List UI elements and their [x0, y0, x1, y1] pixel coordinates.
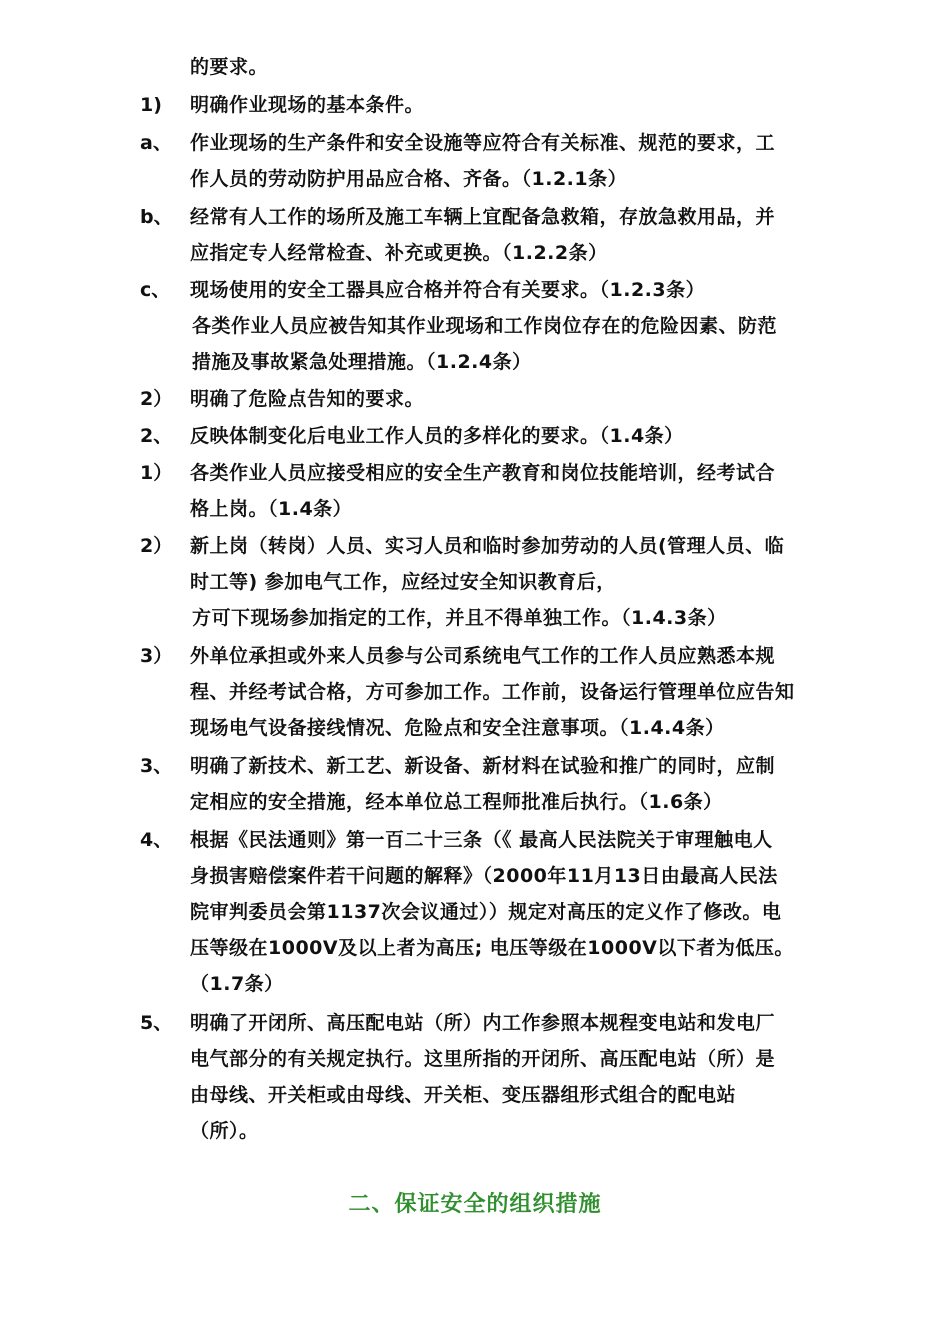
item-line: 各类作业人员应接受相应的安全生产教育和岗位技能培训，经考试合 [190, 462, 776, 484]
item-marker: 3、 [140, 755, 173, 777]
item-marker: 5、 [140, 1012, 173, 1034]
item-body [190, 1005, 880, 1149]
item-line: 经常有人工作的场所及施工车辆上宜配备急救箱，存放急救用品，并 [190, 206, 776, 228]
item-line: 各类作业人员应被告知其作业现场和工作岗位存在的危险因素、防范 [192, 315, 778, 337]
item-body [190, 272, 880, 380]
item-line: 外单位承担或外来人员参与公司系统电气工作的工作人员应熟悉本规 [190, 645, 776, 667]
item-line: 明确了危险点告知的要求。 [190, 388, 425, 410]
item-marker: a、 [140, 132, 172, 154]
item-line: （1.7条） [190, 973, 284, 995]
item-body [190, 125, 880, 197]
item-line: 定相应的安全措施，经本单位总工程师批准后执行。（1.6条） [190, 791, 723, 813]
item-body [190, 638, 880, 746]
item-line: 格上岗。（1.4条） [190, 498, 353, 520]
item-body [190, 199, 880, 271]
item-line: 压等级在1000V及以上者为高压; 电压等级在1000V以下者为低压。 [190, 937, 794, 959]
item-body [190, 418, 880, 454]
item-line: 时工等) 参加电气工作，应经过安全知识教育后， [190, 571, 616, 593]
item-line: 电气部分的有关规定执行。这里所指的开闭所、高压配电站（所）是 [190, 1048, 776, 1070]
item-line: 明确作业现场的基本条件。 [190, 94, 425, 116]
item-body [190, 748, 880, 820]
item-body [190, 49, 880, 85]
item-line: 由母线、开关柜或由母线、开关柜、变压器组形式组合的配电站 [190, 1084, 737, 1106]
item-line: 现场使用的安全工器具应合格并符合有关要求。（1.2.3条） [190, 279, 706, 301]
item-line: 反映体制变化后电业工作人员的多样化的要求。（1.4条） [190, 425, 684, 447]
item-marker: 1) [140, 94, 162, 116]
item-line: 作人员的劳动防护用品应合格、齐备。（1.2.1条） [190, 168, 628, 190]
item-marker: 4、 [140, 829, 173, 851]
item-line: 根据《民法通则》第一百二十三条（《 最高人民法院关于审理触电人 [190, 829, 773, 851]
item-marker: 1） [140, 462, 173, 484]
item-body [190, 822, 880, 1002]
item-marker: 2、 [140, 425, 173, 447]
item-line: 身损害赔偿案件若干问题的解释》（2000年11月13日由最高人民法 [190, 865, 778, 887]
item-body [190, 87, 880, 123]
item-marker: 2） [140, 535, 173, 557]
item-marker: c、 [140, 279, 171, 301]
item-line: 作业现场的生产条件和安全设施等应符合有关标准、规范的要求，工 [190, 132, 776, 154]
item-marker: 2） [140, 388, 173, 410]
item-line: 现场电气设备接线情况、危险点和安全注意事项。（1.4.4条） [190, 717, 725, 739]
item-line: 新上岗（转岗）人员、实习人员和临时参加劳动的人员(管理人员、临 [190, 535, 785, 557]
item-marker: 3） [140, 645, 173, 667]
item-body [190, 455, 880, 527]
item-line: 程、并经考试合格，方可参加工作。工作前，设备运行管理单位应告知 [190, 681, 795, 703]
item-line: 方可下现场参加指定的工作，并且不得单独工作。（1.4.3条） [192, 607, 727, 629]
item-line: 的要求。 [190, 56, 269, 78]
item-body [190, 528, 880, 636]
item-line: （所）。 [190, 1120, 259, 1142]
item-line: 应指定专人经常检查、补充或更换。（1.2.2条） [190, 242, 608, 264]
section-title: 二、保证安全的组织措施 [348, 1192, 602, 1217]
item-line: 明确了开闭所、高压配电站（所）内工作参照本规程变电站和发电厂 [190, 1012, 776, 1034]
item-marker: b、 [140, 206, 173, 228]
item-line: 明确了新技术、新工艺、新设备、新材料在试验和推广的同时，应制 [190, 755, 776, 777]
item-line: 院审判委员会第1137次会议通过））规定对高压的定义作了修改。电 [190, 901, 782, 923]
item-body [190, 381, 880, 417]
item-line: 措施及事故紧急处理措施。（1.2.4条） [192, 351, 532, 373]
